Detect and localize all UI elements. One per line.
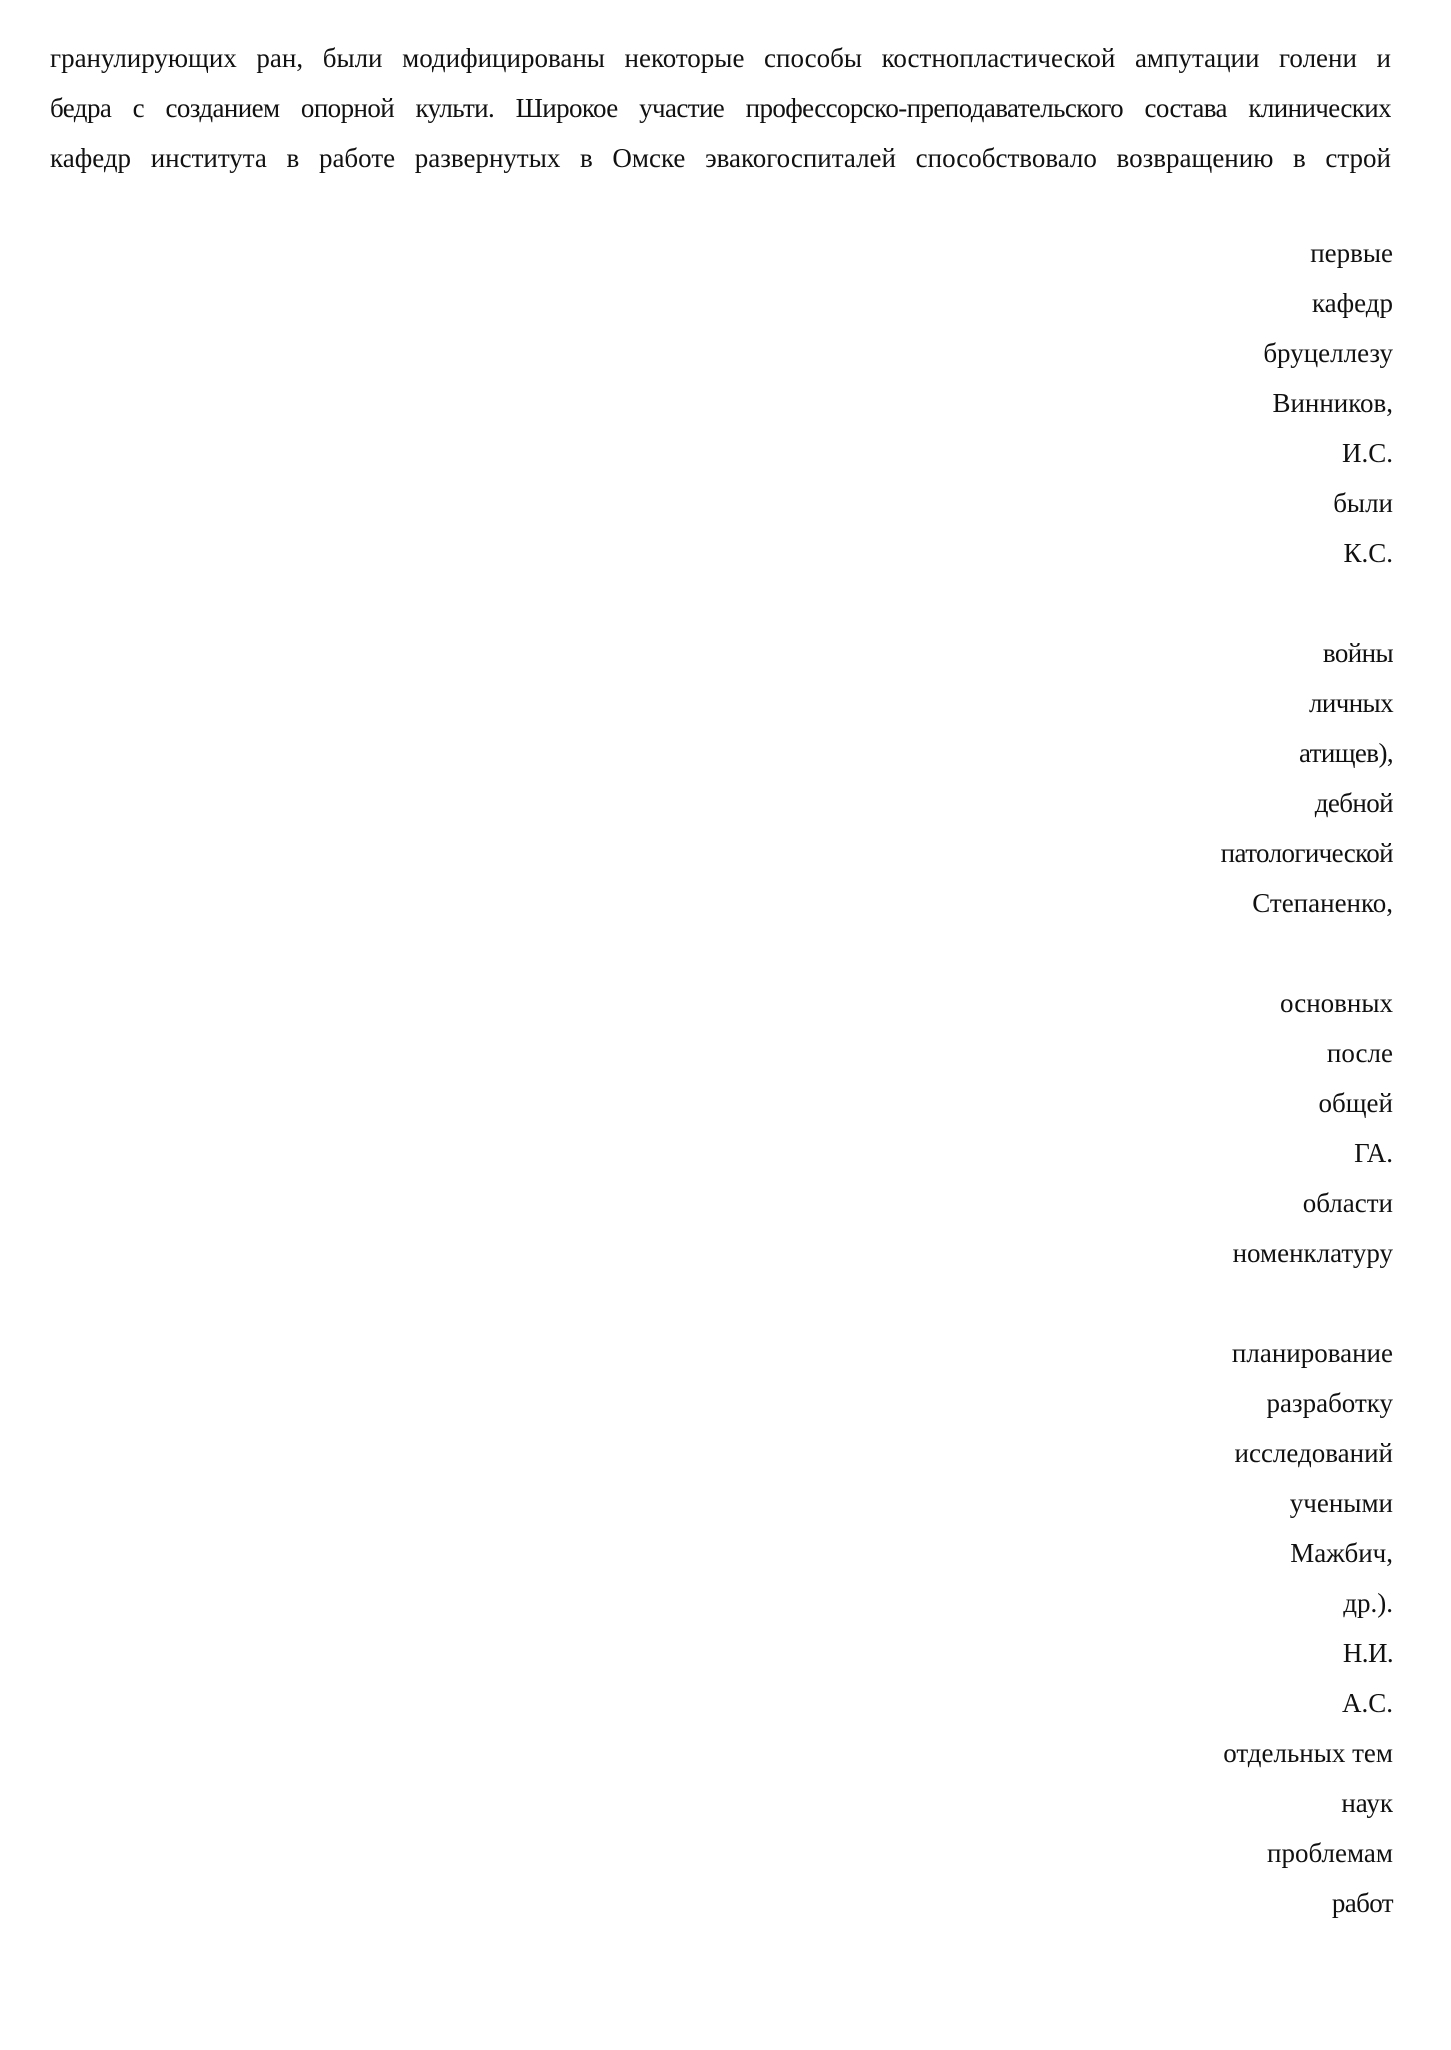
paragraph-line-1: гранулирующих ран, были модифицированы некоторые способы костнопластической ампутации голени и: [50, 43, 1391, 73]
fragment-word: Винников,: [1272, 388, 1393, 418]
fragment-word: Степаненко,: [1252, 888, 1393, 918]
fragment-word: разработку: [1266, 1388, 1393, 1418]
fragment-word: исследований: [1234, 1438, 1393, 1468]
paragraph-line-3: кафедр института в работе развернутых в Омске эвакогоспиталей способствовало возвращению в строй: [50, 143, 1391, 173]
fragment-word: др.).: [1343, 1588, 1393, 1618]
fragment-word: общей: [1318, 1088, 1393, 1118]
fragment-word: И.С.: [1341, 438, 1393, 468]
fragment-word: войны: [1322, 638, 1393, 668]
fragment-word: проблемам: [1267, 1838, 1393, 1868]
fragment-spacer: [993, 583, 1393, 633]
fragment-word: ГА.: [1354, 1138, 1393, 1168]
fragment-word: атищев),: [1299, 738, 1393, 768]
fragment-word: кафедр: [1311, 288, 1393, 318]
fragment-word: основных: [1280, 988, 1393, 1018]
fragment-spacer: [993, 933, 1393, 983]
fragment-word: наук: [1341, 1788, 1393, 1818]
fragment-word: работ: [1331, 1888, 1393, 1918]
paragraph-line-2: бедра с созданием опорной культи. Широкое участие профессорско-преподавательского состава клинических: [50, 93, 1391, 123]
right-column-fragments: [993, 233, 1393, 1933]
fragment-word: после: [1326, 1038, 1393, 1068]
fragment-word: Н.И.: [1342, 1638, 1393, 1668]
fragment-word: номенклатуру: [1232, 1238, 1393, 1268]
fragment-word: А.С.: [1341, 1688, 1393, 1718]
fragment-word: были: [1333, 488, 1393, 518]
fragment-word: дебной: [1314, 788, 1393, 818]
fragment-word: отдельных тем: [1223, 1738, 1393, 1768]
fragment-word: первые: [1310, 238, 1393, 268]
fragment-word: личных: [1309, 688, 1393, 718]
fragment-word: патологической: [1220, 838, 1393, 868]
body-paragraph: [50, 38, 1391, 188]
fragment-word: планирование: [1231, 1338, 1393, 1368]
fragment-word: бруцеллезу: [1263, 338, 1393, 368]
fragment-word: К.С.: [1343, 538, 1393, 568]
fragment-word: учеными: [1289, 1488, 1393, 1518]
fragment-word: области: [1302, 1188, 1393, 1218]
fragment-word: Мажбич,: [1290, 1538, 1393, 1568]
fragment-spacer: [993, 1283, 1393, 1333]
